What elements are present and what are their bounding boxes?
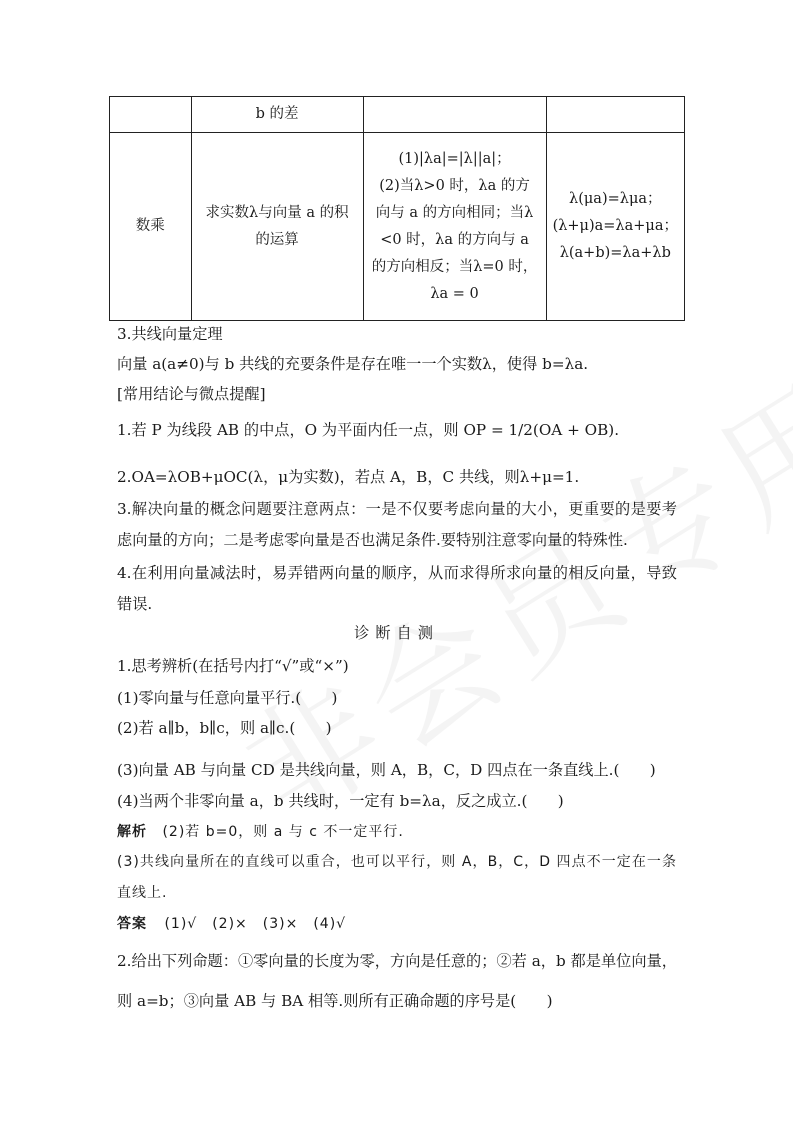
- op-desc: 求实数λ与向量 a 的积的运算: [205, 204, 349, 248]
- rule-2e: λa = 0: [430, 285, 479, 302]
- table-cell: [546, 97, 684, 133]
- op-name: 数乘: [135, 218, 165, 234]
- table-cell: [363, 97, 546, 133]
- answer-line: [117, 912, 346, 936]
- section-3-title: 3.共线向量定理: [117, 325, 223, 343]
- table-cell: [110, 97, 192, 133]
- analysis-text-2: (3)共线向量所在的直线可以重合，也可以平行，则 A，B，C，D 四点不一定在一条直线上.: [117, 854, 677, 901]
- question-1-item-4: (4)当两个非零向量 a，b 共线时，一定有 b=λa，反之成立.( ): [117, 792, 564, 810]
- law-3: λ(a+b)=λa+λb: [559, 245, 671, 261]
- question-1-item-1: (1)零向量与任意向量平行.( ): [117, 689, 338, 707]
- tip-1: 1.若 P 为线段 AB 的中点，O 为平面内任一点，则 OP = 1/2(OA + OB).: [117, 421, 620, 439]
- diagnosis-title: 诊断自测: [354, 624, 439, 642]
- tip-3: 3.解决向量的概念问题要注意两点：一是不仅要考虑向量的大小，更重要的是要考虑向量的方向；二是考虑零向量是否也满足条件.要特别注意零向量的特殊性.: [117, 500, 677, 549]
- tip-2: 2.OA=λOB+μOC(λ，μ为实数)，若点 A，B，C 共线，则λ+μ=1.: [117, 468, 580, 486]
- question-1-item-3: (3)向量 AB 与向量 CD 是共线向量，则 A，B，C，D 四点在一条直线上.( ): [117, 761, 656, 779]
- analysis-label: 解析: [117, 824, 147, 840]
- question-1-item-2: (2)若 a∥b，b∥c，则 a∥c.( ): [117, 719, 332, 737]
- tip-4: 4.在利用向量减法时，易弄错两向量的顺序，从而求得所求向量的相反向量，导致错误.: [117, 564, 677, 613]
- op-name-cell: [110, 133, 192, 321]
- section-3-text: 向量 a(a≠0)与 b 共线的充要条件是存在唯一一个实数λ，使得 b=λa.: [117, 355, 589, 373]
- rule-2a: (2)当λ>0 时，λa 的方: [379, 177, 530, 194]
- table-row: [110, 97, 685, 133]
- op-rules-cell: [363, 133, 546, 321]
- question-1-title: 1.思考辨析(在括号内打“√”或“×”): [117, 657, 349, 675]
- law-2: (λ+μ)a=λa+μa；: [552, 218, 678, 234]
- tips-title: [常用结论与微点提醒]: [117, 385, 266, 403]
- rule-1: (1)|λa|=|λ||a|；: [398, 150, 511, 167]
- rule-2d: 的方向相反；当λ=0 时，: [371, 258, 538, 275]
- analysis-line-1: [117, 820, 404, 844]
- answer-text: (1)√ (2)× (3)× (4)√: [164, 916, 347, 932]
- question-2: 2.给出下列命题：①零向量的长度为零，方向是任意的；②若 a，b 都是单位向量，则 a=b；③向量 AB 与 BA 相等.则所有正确命题的序号是( ): [117, 952, 677, 1010]
- answer-label: 答案: [117, 916, 147, 932]
- op-desc-cell: [191, 133, 363, 321]
- vector-operations-table: [109, 96, 685, 321]
- analysis-text-1: (2)若 b=0，则 a 与 c 不一定平行.: [162, 824, 404, 840]
- table-cell: [191, 97, 363, 133]
- law-1: λ(μa)=λμa；: [569, 191, 662, 207]
- rule-2b: 向与 a 的方向相同；当λ: [375, 204, 534, 221]
- op-laws-cell: [546, 133, 684, 321]
- cell-text: b 的差: [255, 106, 299, 122]
- rule-2c: <0 时，λa 的方向与 a: [380, 231, 529, 248]
- table-row: [110, 133, 685, 321]
